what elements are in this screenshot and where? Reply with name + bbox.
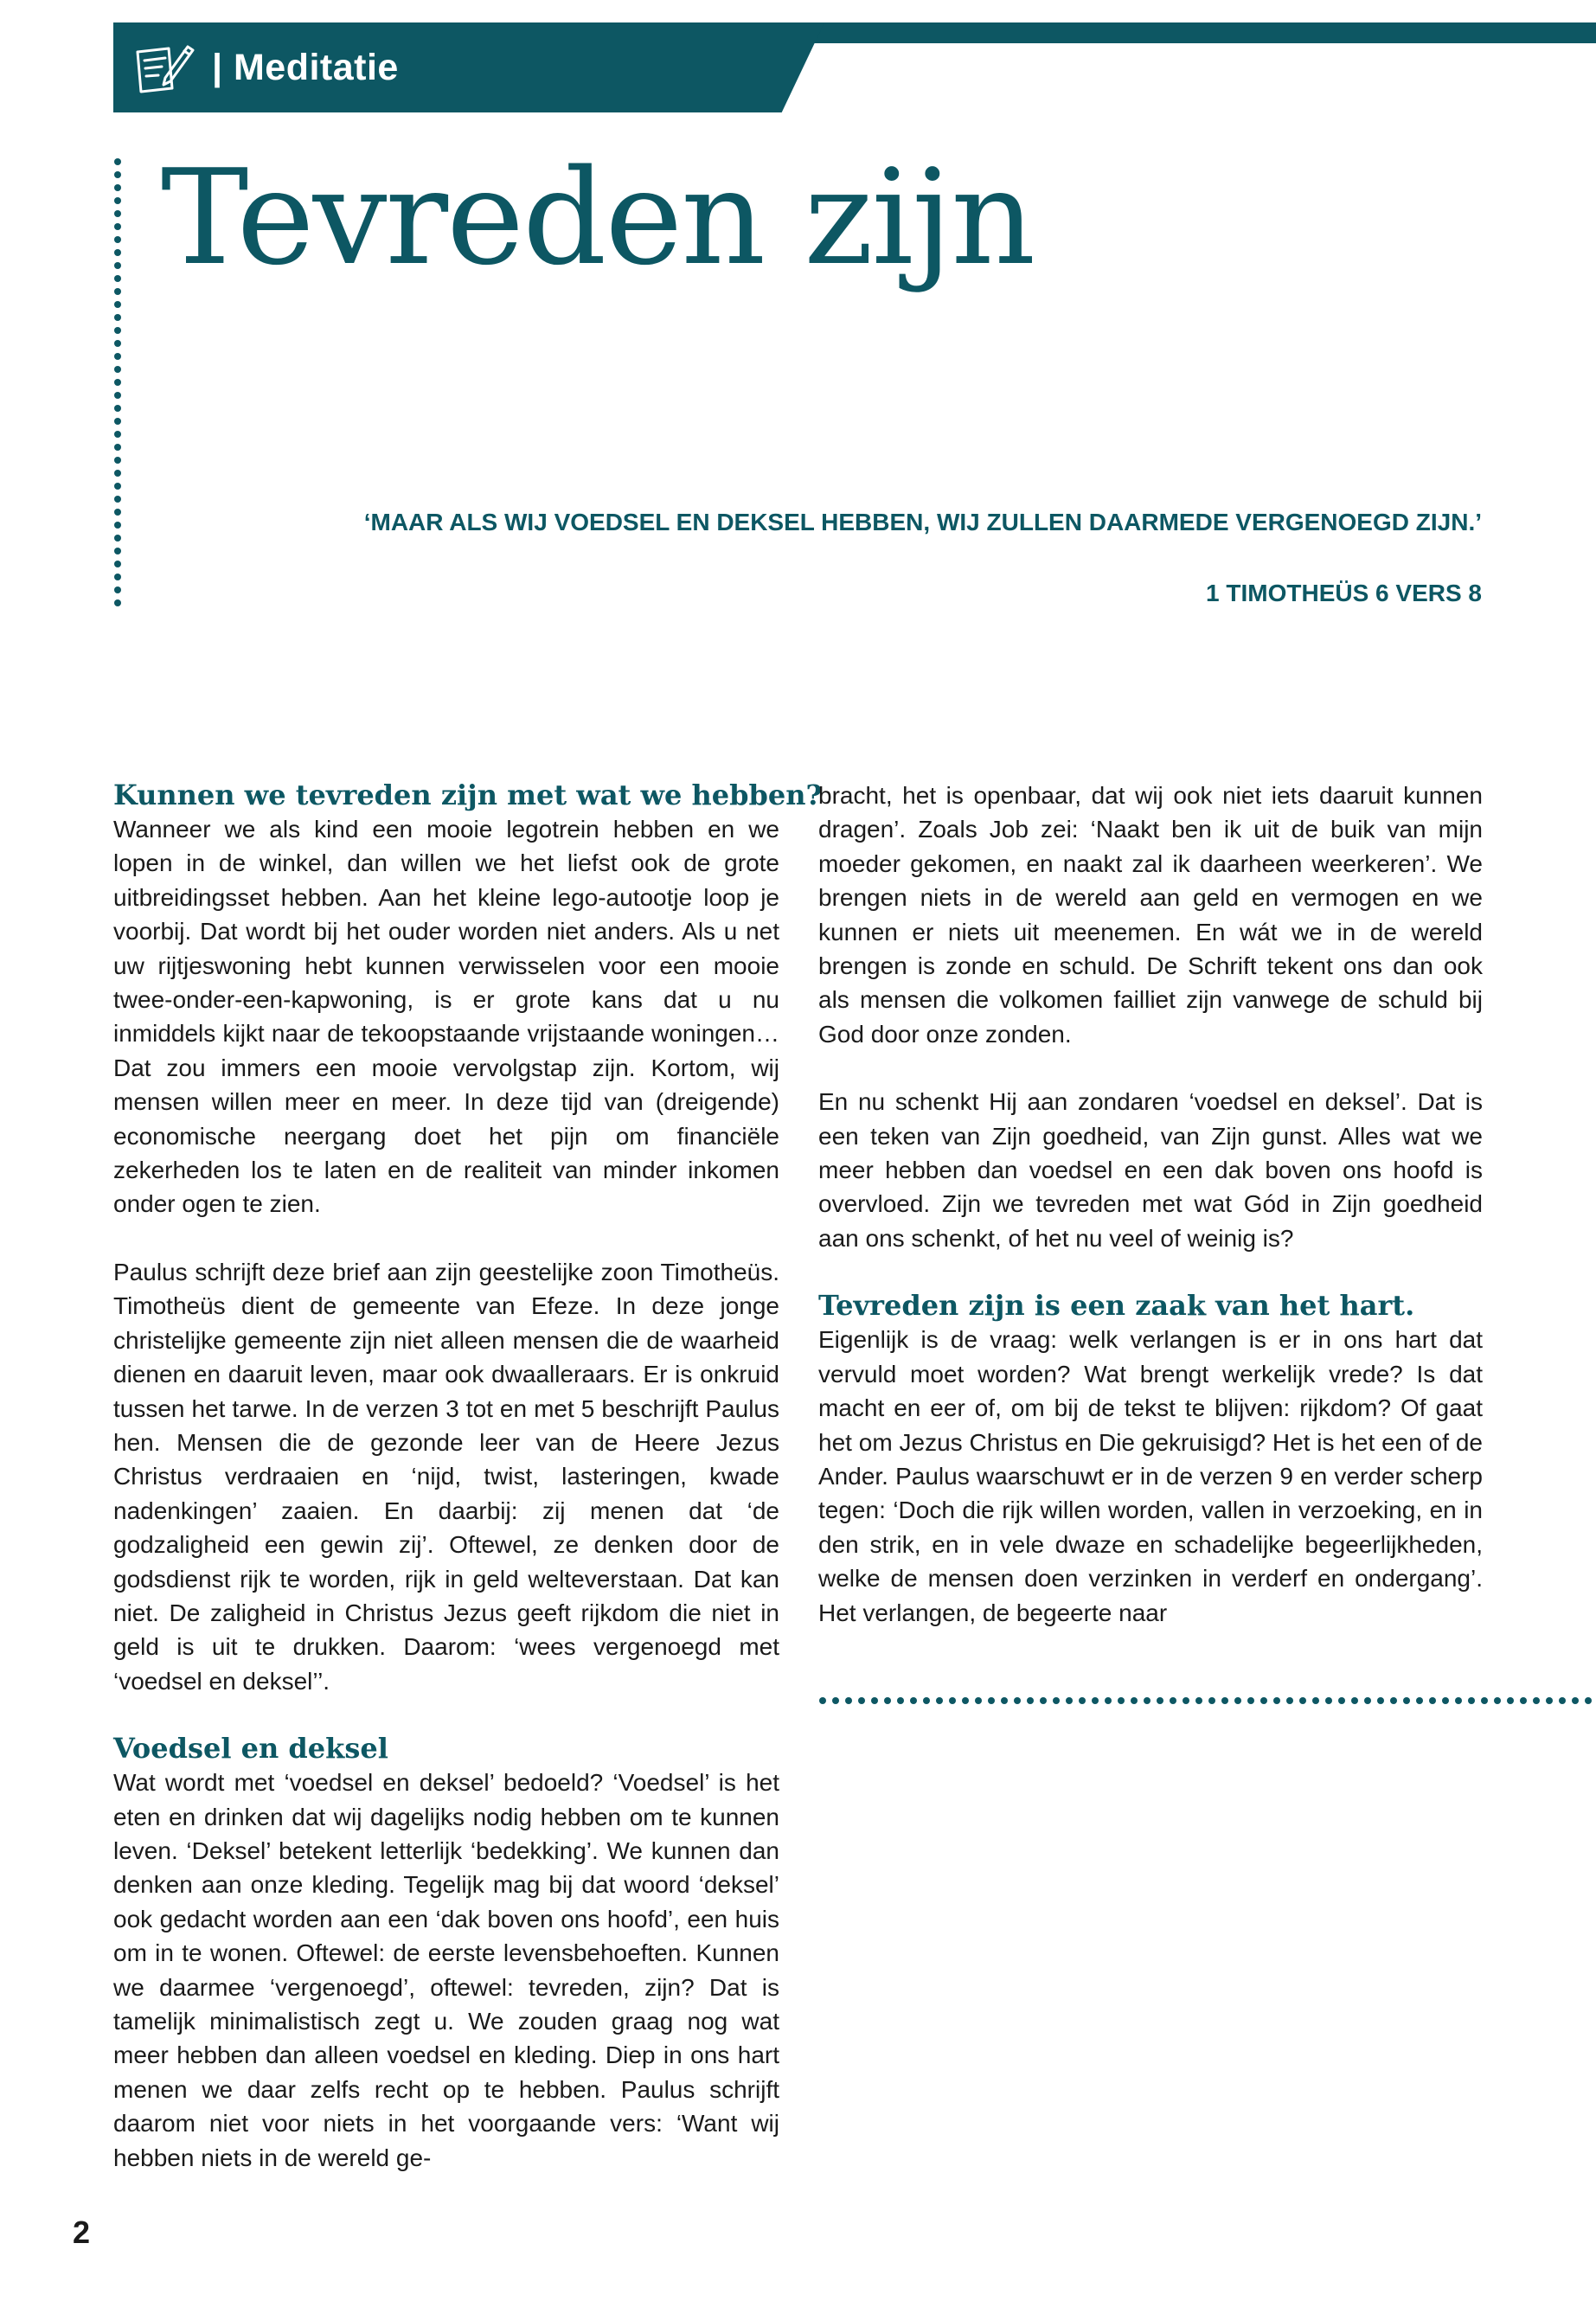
section-header	[113, 22, 1596, 112]
paragraph: Wanneer we als kind een mooie legotrein hebben en we lopen in de winkel, dan willen we het liefst ook de grote uitbreidingsset hebben. Aan het kleine lego-autootje loop je voorbij. Dat wordt bij het ouder worden niet anders. Als u net uw rijtjeswoning hebt kunnen verwisselen voor een mooie twee-onder-een-kapwoning, is er grote kans dat u nu inmiddels kijkt naar de tekoopstaande vrijstaande woningen… Dat zou immers een mooie vervolgstap zijn. Kortom, wij mensen willen meer en meer. In deze tijd van (dreigende) economische neergang doet het pijn om financiële zekerheden los te laten en de realiteit van minder inkomen onder ogen te zien.	[113, 816, 779, 1218]
subheading: Kunnen we tevreden zijn met wat we hebben?	[113, 779, 823, 811]
paragraph: Eigenlijk is de vraag: welk verlangen is er in ons hart dat vervuld moet worden? Wat brengt werkelijk vrede? Is dat macht en eer of, om bij de tekst te blijven: rijkdom? Of gaat het om Jezus Christus en Die gekruisigd? Het is het een of de Ander. Paulus waarschuwt er in de verzen 9 en verder scherp tegen: ‘Doch die rijk willen worden, vallen in verzoeking, en in den strik, en in vele dwaze en schadelijke begeerlijkheden, welke de mensen doen verzinken in verderf en ondergang’. Het verlangen, de begeerte naar	[818, 1326, 1483, 1626]
left-column	[113, 779, 823, 2175]
article-title: Tevreden zijn	[161, 141, 1035, 294]
right-column	[818, 779, 1483, 1630]
horizontal-dot-rule	[818, 1695, 1596, 1706]
subheading: Voedsel en deksel	[113, 1732, 388, 1766]
writing-hand-icon	[131, 40, 196, 95]
paragraph: Paulus schrijft deze brief aan zijn geestelijke zoon Timotheüs. Timotheüs dient de gemeente van Efeze. In deze jonge christelijke gemeente zijn niet alleen mensen die de waarheid dienen en daaruit leven, maar ook dwaalleraars. Er is onkruid tussen het tarwe. In de verzen 3 tot en met 5 beschrijft Paulus hen. Mensen die de gezonde leer van de Heere Jezus Christus verdraaien en ‘nijd, twist, lasteringen, kwade nadenkingen’ zaaien. En daarbij: zij menen dat ‘de godzaligheid een gewin zij’. Oftewel, ze denken door de godsdienst rijk te worden, rijk in geld welteverstaan. Dat kan niet. De zaligheid in Christus Jezus geeft rijkdom die niet in geld is uit te drukken. Daarom: ‘wees vergenoegd met ‘voedsel en deksel’’.	[113, 1258, 779, 1695]
epigraph-reference: 1 TIMOTHEÜS 6 VERS 8	[1206, 580, 1482, 606]
subheading: Tevreden zijn is een zaak van het hart.	[818, 1289, 1415, 1323]
vertical-dot-rule	[113, 157, 122, 607]
section-label: | Meditatie	[212, 47, 399, 88]
paragraph: Wat wordt met ‘voedsel en deksel’ bedoeld? ‘Voedsel’ is het eten en drinken dat wij dagelijks nodig hebben om te kunnen leven. ‘Deksel’ betekent letterlijk ‘bedekking’. We kunnen dan denken aan onze kleding. Tegelijk mag bij dat woord ‘deksel’ ook gedacht worden aan een ‘dak boven ons hoofd’, een huis om in te wonen. Oftewel: de eerste levensbehoeften. Kunnen we daarmee ‘vergenoegd’, oftewel: tevreden, zijn? Dat is tamelijk minimalistisch zegt u. We zouden graag nog wat meer hebben dan alleen voedsel en kleding. Diep in ons hart menen we daar zelfs recht op te hebben. Paulus schrijft daarom niet voor niets in het voorgaande vers: ‘Want wij hebben niets in de wereld ge-	[113, 1769, 779, 2171]
epigraph-quote: ‘MAAR ALS WIJ VOEDSEL EN DEKSEL HEBBEN, WIJ ZULLEN DAARMEDE VERGENOEGD ZIJN.’	[363, 509, 1482, 535]
page-number: 2	[73, 2214, 91, 2250]
paragraph: bracht, het is openbaar, dat wij ook niet iets daaruit kunnen dragen’. Zoals Job zei: ‘Naakt ben ik uit de buik van mijn moeder gekomen, en naakt zal ik daarheen weerkeren’. We brengen niets in de wereld aan geld en vermogen en we kunnen er niets uit meenemen. En wát we in de wereld brengen is zonde en schuld. De Schrift tekent ons dan ook als mensen die volkomen failliet zijn vanwege de schuld bij God door onze zonden.	[818, 782, 1483, 1048]
paragraph: En nu schenkt Hij aan zondaren ‘voedsel en deksel’. Dat is een teken van Zijn goedheid, van Zijn gunst. Alles wat we meer hebben dan voedsel en een dak boven ons hoofd is overvloed. Zijn we tevreden met wat Gód in Zijn goedheid aan ons schenkt, of het nu veel of weinig is?	[818, 1088, 1483, 1252]
